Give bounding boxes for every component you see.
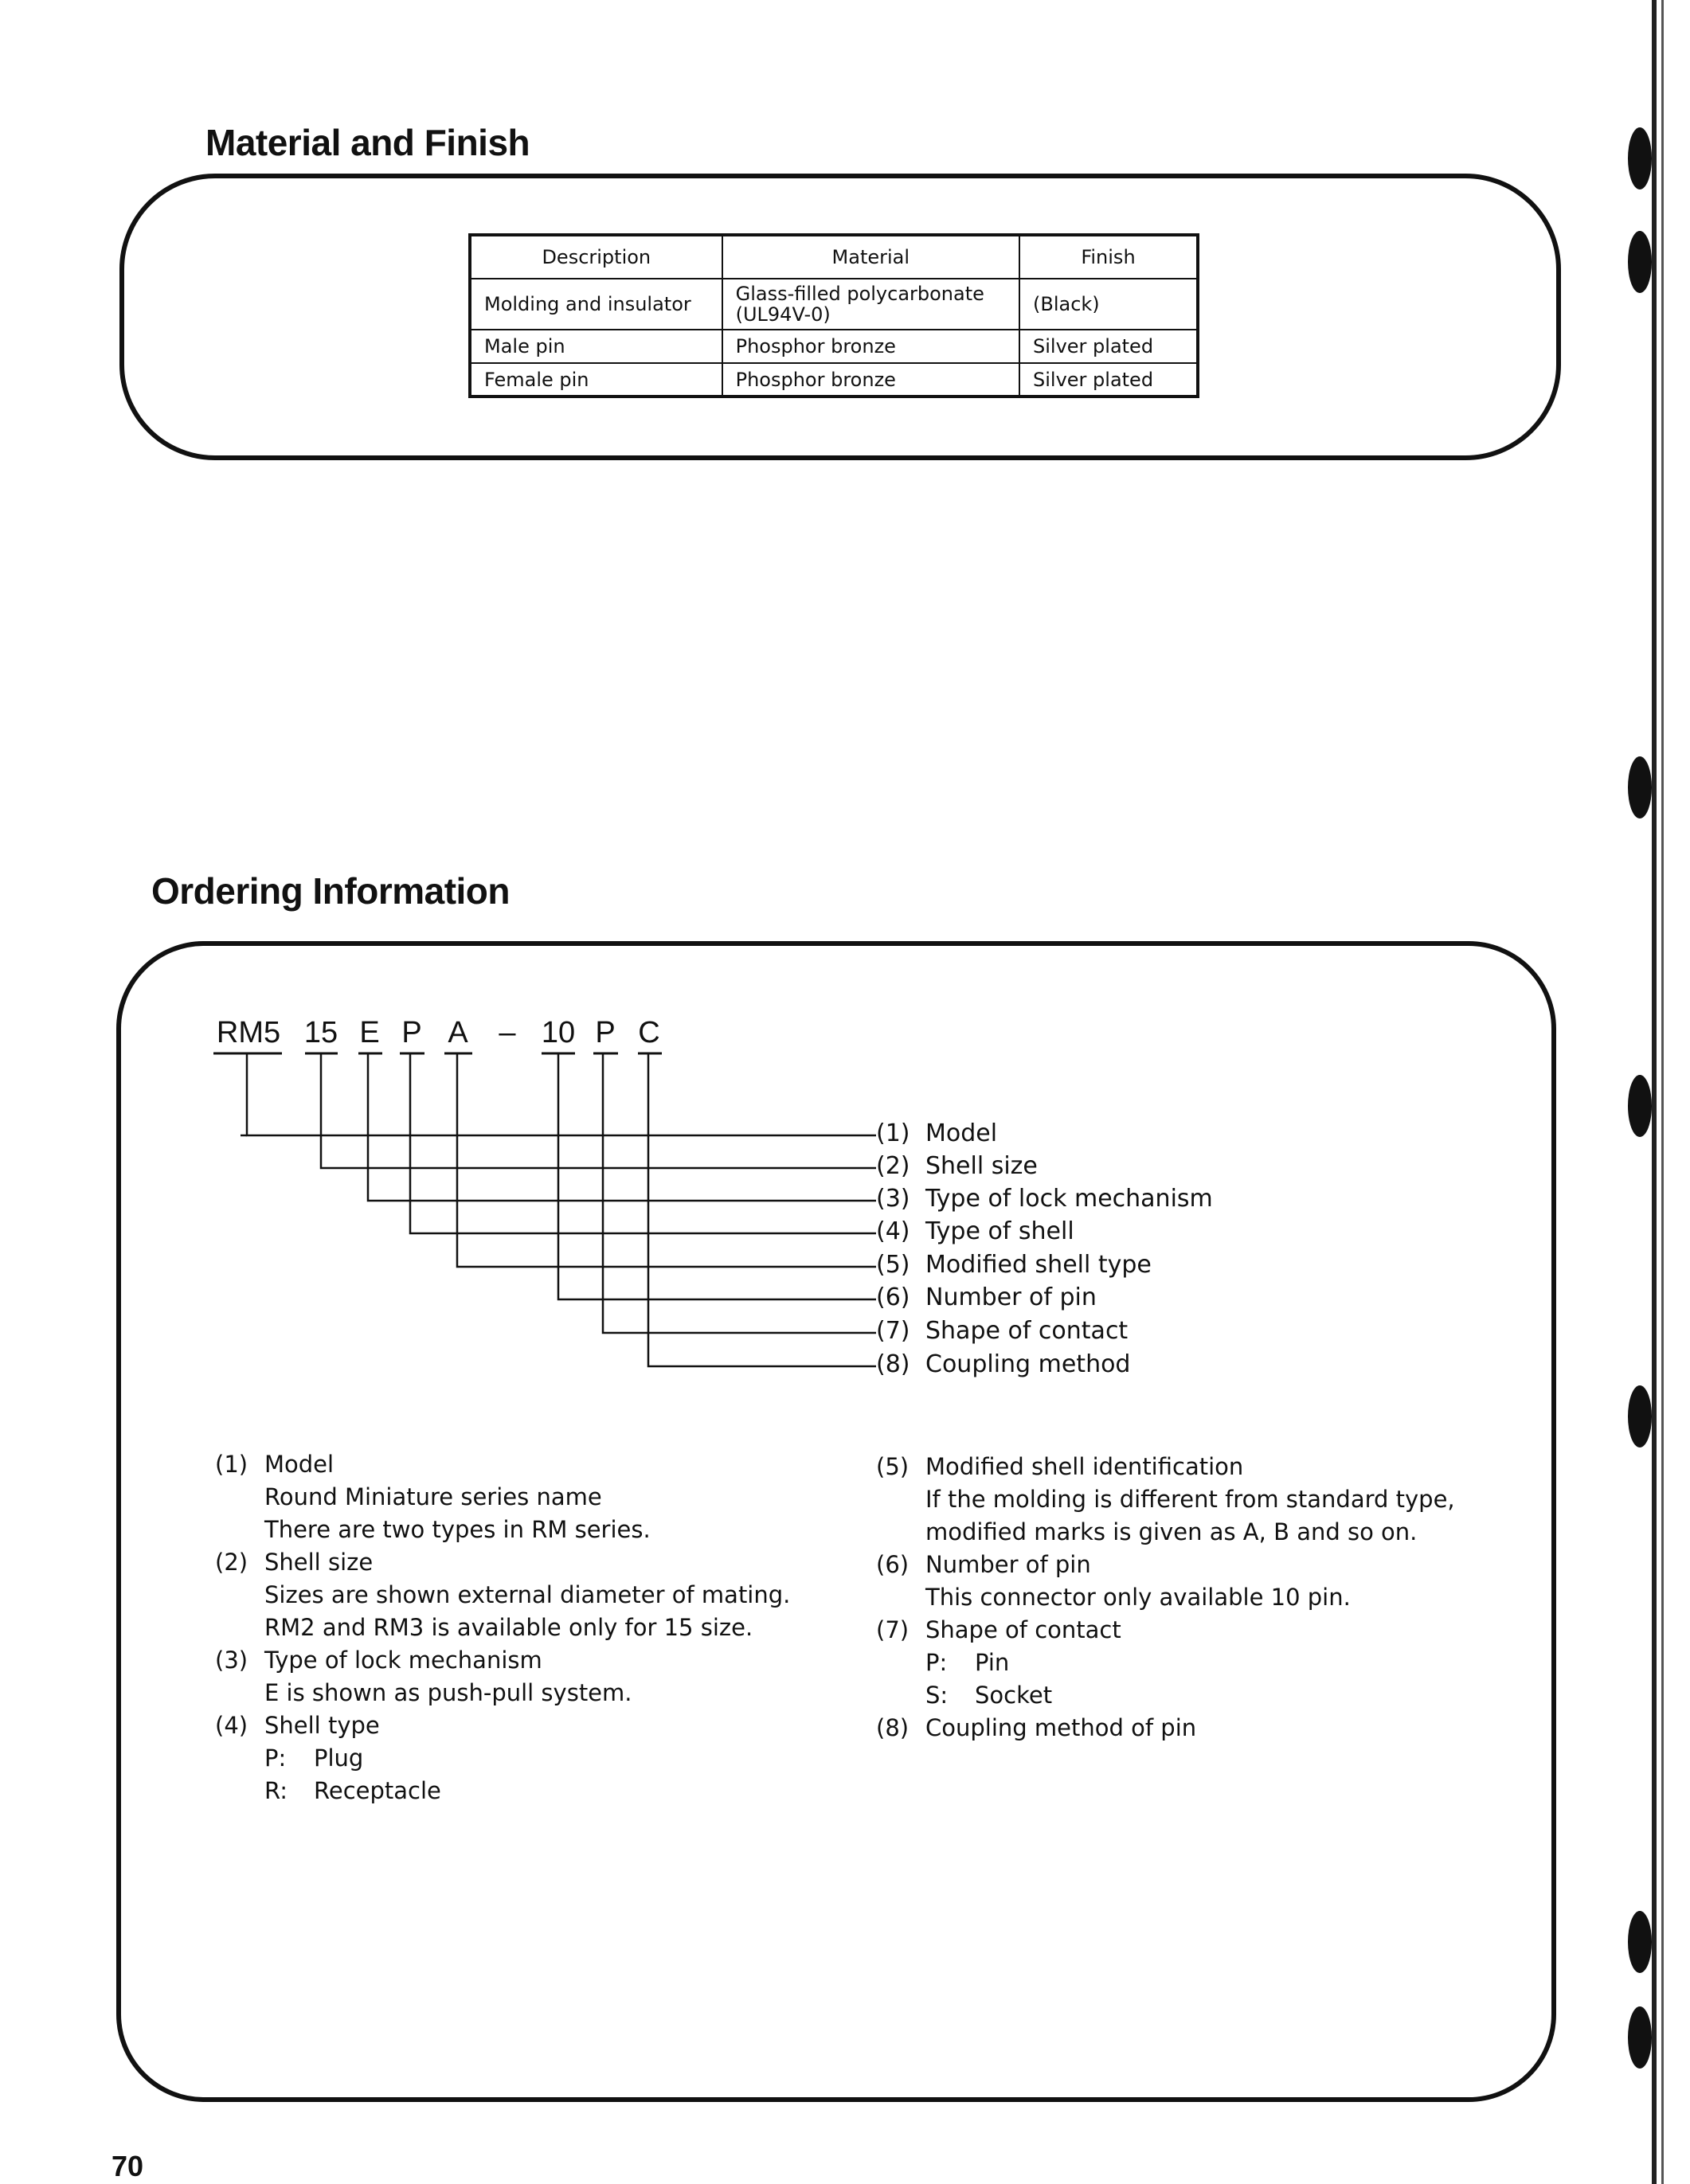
leader-label-2	[876, 1152, 1038, 1181]
leader-line-2	[321, 1054, 876, 1168]
leader-label-8	[876, 1350, 1130, 1379]
note-line: RM2 and RM3 is available only for 15 size.	[264, 1614, 753, 1641]
note-line: If the molding is different from standard type,	[925, 1486, 1455, 1513]
leader-text: Type of shell	[925, 1217, 1074, 1245]
leader-label-5	[876, 1251, 1152, 1280]
table-cell: Silver plated	[1019, 363, 1198, 397]
note-num: (3)	[215, 1647, 248, 1674]
leader-num: (4)	[876, 1217, 910, 1245]
page-number: 70	[111, 2150, 144, 2182]
leader-num: (6)	[876, 1283, 910, 1311]
note-line: This connector only available 10 pin.	[925, 1584, 1351, 1611]
note-title: Number of pin	[925, 1551, 1091, 1578]
note-body	[215, 1579, 868, 1644]
table-cell: Molding and insulator	[470, 279, 722, 330]
option-value: Receptacle	[314, 1777, 441, 1804]
leader-text: Coupling method	[925, 1350, 1131, 1378]
note-body	[876, 1483, 1521, 1549]
note-title: Coupling method of pin	[925, 1714, 1197, 1741]
note-option	[264, 1775, 868, 1807]
leader-label-7	[876, 1317, 1128, 1346]
leader-lines	[241, 1054, 876, 1366]
notes-left	[215, 1448, 868, 1807]
code-part-dash: –	[499, 1016, 516, 1049]
option-key: P:	[264, 1744, 287, 1772]
note-num: (5)	[876, 1453, 910, 1480]
code-part-lock: E	[359, 1016, 380, 1049]
binder-edge-inner	[1661, 0, 1664, 2184]
note-num: (6)	[876, 1551, 910, 1578]
code-part-shell-size: 15	[303, 1016, 338, 1049]
code-part-shell-type: P	[401, 1016, 422, 1049]
leader-line-8	[648, 1054, 876, 1366]
note-body	[215, 1742, 868, 1807]
leader-text: Model	[925, 1119, 998, 1147]
note-num: (4)	[215, 1712, 248, 1739]
table-cell: Male pin	[470, 330, 722, 363]
code-part-pins: 10	[541, 1016, 576, 1049]
note-option	[925, 1647, 1521, 1679]
option-value: Plug	[314, 1744, 364, 1772]
option-key: R:	[264, 1777, 288, 1804]
leader-line-7	[603, 1054, 876, 1333]
note-title: Shell type	[264, 1712, 380, 1739]
leader-text: Number of pin	[925, 1283, 1097, 1311]
code-part-modified: A	[448, 1016, 468, 1049]
table-cell: (Black)	[1019, 279, 1198, 330]
notes-right	[876, 1451, 1521, 1744]
binder-hole-icon	[1628, 1911, 1652, 1973]
option-key: S:	[925, 1682, 949, 1709]
leader-line-6	[558, 1054, 876, 1299]
leader-line-5	[457, 1054, 876, 1267]
note-line: modified marks is given as A, B and so on.	[925, 1518, 1418, 1545]
note-heading	[215, 1546, 868, 1579]
leader-num: (3)	[876, 1185, 910, 1213]
code-part-contact: P	[595, 1016, 616, 1049]
code-part-coupling: C	[638, 1016, 660, 1049]
ordering-section-title: Ordering Information	[151, 870, 510, 912]
note-option	[264, 1742, 868, 1775]
note-heading	[215, 1448, 868, 1481]
leader-label-3	[876, 1185, 1213, 1213]
note-num: (2)	[215, 1549, 248, 1576]
leader-line-1	[247, 1054, 876, 1135]
leader-label-6	[876, 1283, 1097, 1312]
header-finish: Finish	[1019, 235, 1198, 279]
note-heading	[876, 1549, 1521, 1581]
leader-line-4	[410, 1054, 876, 1233]
note-body	[876, 1581, 1521, 1614]
leader-text: Modified shell type	[925, 1251, 1152, 1279]
note-heading	[215, 1644, 868, 1677]
option-key: P:	[925, 1649, 948, 1676]
leader-num: (7)	[876, 1317, 910, 1345]
note-num: (8)	[876, 1714, 910, 1741]
material-section-title: Material and Finish	[205, 122, 530, 163]
leader-num: (8)	[876, 1350, 910, 1378]
binder-hole-icon	[1628, 127, 1652, 189]
note-title: Model	[264, 1451, 334, 1478]
leader-text: Shell size	[925, 1152, 1038, 1180]
note-num: (1)	[215, 1451, 248, 1478]
note-heading	[876, 1712, 1521, 1744]
table-cell: Phosphor bronze	[722, 330, 1019, 363]
binder-hole-icon	[1628, 231, 1652, 293]
leader-num: (5)	[876, 1251, 910, 1279]
header-material: Material	[722, 235, 1019, 279]
header-description: Description	[470, 235, 722, 279]
option-value: Socket	[975, 1682, 1053, 1709]
binder-hole-icon	[1628, 756, 1652, 819]
note-title: Shell size	[264, 1549, 374, 1576]
note-title: Modified shell identification	[925, 1453, 1244, 1480]
binder-hole-icon	[1628, 1385, 1652, 1448]
note-heading	[876, 1614, 1521, 1647]
note-title: Shape of contact	[925, 1616, 1121, 1643]
leader-num: (2)	[876, 1152, 910, 1180]
binder-edge	[1652, 0, 1657, 2184]
table-cell: Phosphor bronze	[722, 363, 1019, 397]
leader-label-1	[876, 1119, 997, 1148]
note-option	[925, 1679, 1521, 1712]
binder-hole-icon	[1628, 1075, 1652, 1137]
binder-hole-icon	[1628, 2006, 1652, 2069]
note-heading	[215, 1709, 868, 1742]
note-line: Sizes are shown external diameter of mating.	[264, 1581, 791, 1608]
leader-text: Type of lock mechanism	[925, 1185, 1213, 1213]
note-body	[876, 1647, 1521, 1712]
option-value: Pin	[975, 1649, 1010, 1676]
note-line: Round Miniature series name	[264, 1483, 602, 1510]
leader-label-4	[876, 1217, 1074, 1246]
note-num: (7)	[876, 1616, 910, 1643]
table-cell: Female pin	[470, 363, 722, 397]
note-line: E is shown as push-pull system.	[264, 1679, 632, 1706]
leader-text: Shape of contact	[925, 1317, 1129, 1345]
code-part-model: RM5	[216, 1016, 281, 1049]
note-body	[215, 1481, 868, 1546]
leader-line-3	[368, 1054, 876, 1201]
leader-num: (1)	[876, 1119, 910, 1147]
note-heading	[876, 1451, 1521, 1483]
table-cell: Glass-filled polycarbonate (UL94V-0)	[722, 279, 1019, 330]
note-line: There are two types in RM series.	[264, 1516, 651, 1543]
table-cell: Silver plated	[1019, 330, 1198, 363]
note-body	[215, 1677, 868, 1709]
note-title: Type of lock mechanism	[264, 1647, 542, 1674]
